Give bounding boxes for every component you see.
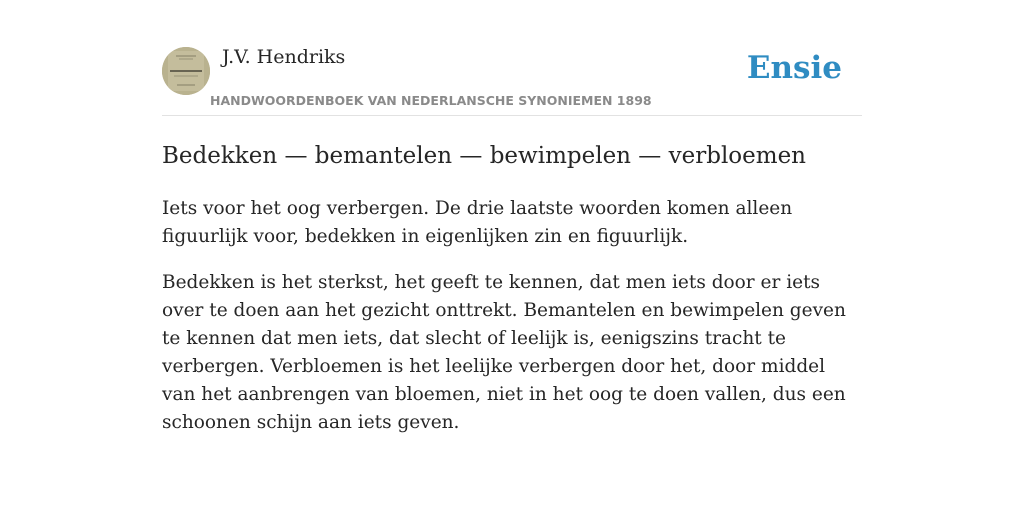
article-paragraph: Bedekken is het sterkst, het geeft te kennen, dat men iets door er iets over te doen aan het gezicht onttrekt. Bemantelen en bewimpelen geven te kennen dat men iets, dat slecht of leelijk is, eenigszins tracht te verbergen. Verbloemen is het leelijke verbergen door het, door middel van het aanbrengen van bloemen, niet in het oog te doen vallen, dus een schoonen schijn aan iets geven. bbox=[162, 272, 846, 433]
author-name[interactable]: J.V. Hendriks bbox=[222, 46, 346, 68]
article-paragraph: Iets voor het oog verbergen. De drie laatste woorden komen alleen figuurlijk voor, bedekken in eigenlijken zin en figuurlijk. bbox=[162, 198, 793, 247]
article-card bbox=[162, 40, 862, 437]
book-cover-icon[interactable] bbox=[162, 47, 210, 95]
source-title[interactable]: HANDWOORDENBOEK VAN NEDERLANSCHE SYNONIEMEN 1898 bbox=[210, 93, 652, 108]
ensie-logo[interactable]: Ensie bbox=[746, 50, 842, 86]
article-header bbox=[162, 40, 862, 116]
article-title: Bedekken — bemantelen — bewimpelen — verbloemen bbox=[162, 143, 806, 169]
